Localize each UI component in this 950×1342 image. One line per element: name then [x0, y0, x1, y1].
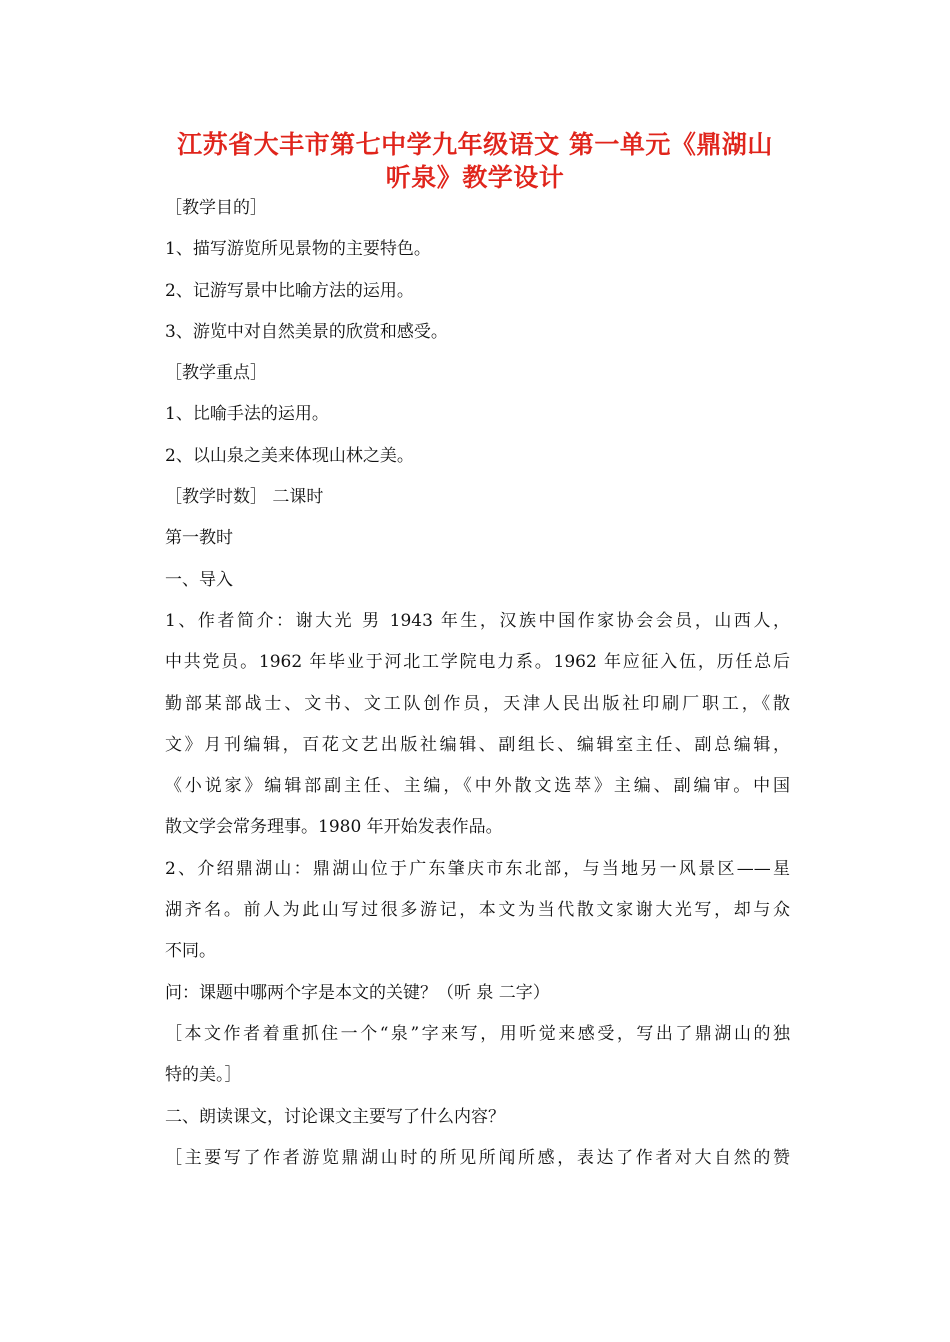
paragraph-line: 散文学会常务理事。1980 年开始发表作品。 — [165, 817, 503, 838]
paragraph-line: 1、作者简介：谢大光 男 1943 年生，汉族中国作家协会会员，山西人， — [165, 610, 790, 631]
paragraph-line: 勤部某部战士、文书、文工队创作员，天津人民出版社印刷厂职工，《散 — [165, 693, 790, 714]
objective-item-3: 3、游览中对自然美景的欣赏和感受。 — [165, 321, 448, 342]
step-heading-intro: 一、导入 — [165, 569, 233, 590]
step-heading-reading: 二、朗读课文，讨论课文主要写了什么内容？ — [165, 1106, 505, 1127]
paragraph-line: 湖齐名。前人为此山写过很多游记，本文为当代散文家谢大光写，却与众 — [165, 900, 790, 921]
lesson-heading: 第一教时 — [165, 528, 233, 549]
section-heading-objectives: ［教学目的］ — [165, 198, 267, 218]
document-title — [150, 128, 800, 194]
paragraph-line: 2、介绍鼎湖山：鼎湖山位于广东肇庆市东北部，与当地另一风景区——星 — [165, 858, 790, 879]
title-line-2: 听泉》教学设计 — [385, 163, 565, 192]
document-body — [165, 188, 790, 1179]
objective-item-2: 2、记游写景中比喻方法的运用。 — [165, 280, 414, 301]
answer-line: 特的美。］ — [165, 1065, 242, 1086]
paragraph-line: 文》月刊编辑，百花文艺出版社编辑、副组长、编辑室主任、副总编辑， — [165, 734, 790, 755]
key-point-item-1: 1、比喻手法的运用。 — [165, 404, 329, 425]
paragraph-line: 《小说家》编辑部副主任、主编，《中外散文选萃》主编、副编审。中国 — [165, 776, 790, 797]
paragraph-line: 不同。 — [165, 941, 216, 962]
section-heading-key-points: ［教学重点］ — [165, 363, 267, 384]
question-line: 问：课题中哪两个字是本文的关键？（听 泉 二字） — [165, 982, 550, 1003]
title-line-1: 江苏省大丰市第七中学九年级语文 第一单元《鼎湖山 — [177, 130, 773, 159]
objective-item-1: 1、描写游览所见景物的主要特色。 — [165, 239, 431, 260]
answer-line: ［本文作者着重抓住一个“泉”字来写，用听觉来感受，写出了鼎湖山的独 — [165, 1023, 790, 1044]
paragraph-line: 中共党员。1962 年毕业于河北工学院电力系。1962 年应征入伍，历任总后 — [165, 652, 790, 673]
section-heading-hours: ［教学时数］ 二课时 — [165, 487, 324, 508]
answer-line: ［主要写了作者游览鼎湖山时的所见所闻所感，表达了作者对大自然的赞 — [165, 1147, 790, 1168]
key-point-item-2: 2、以山泉之美来体现山林之美。 — [165, 445, 414, 466]
